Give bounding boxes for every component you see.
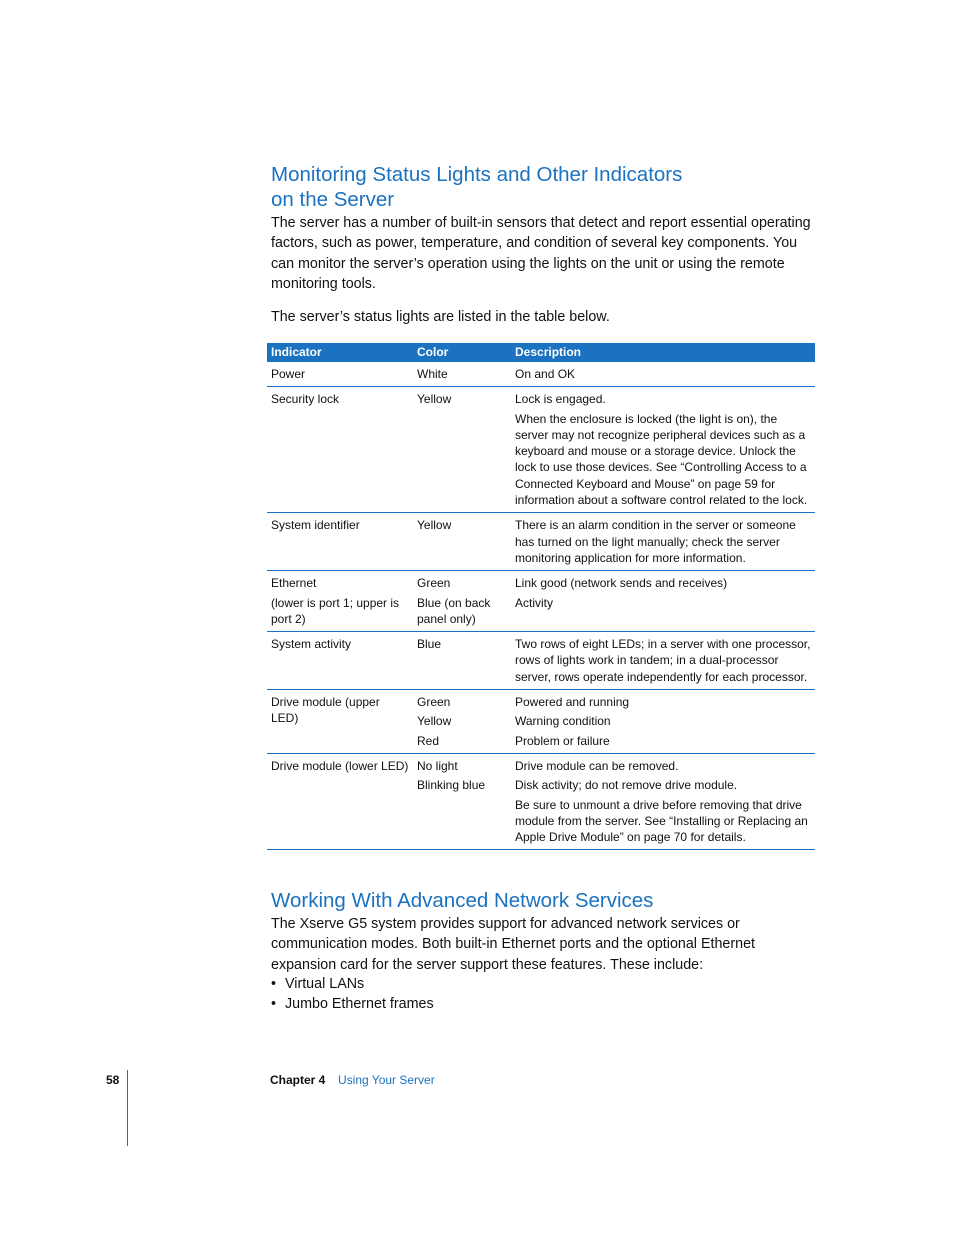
color-text: Blinking blue (417, 778, 486, 793)
description-text: Disk activity; do not remove drive module. (515, 778, 738, 793)
indicator-text: Drive module (upper LED) (271, 695, 380, 726)
table-row (267, 753, 815, 849)
cell-description (511, 362, 815, 387)
page-number: 58 (106, 1073, 120, 1087)
color-text: Blue (on back panel only) (417, 595, 491, 626)
list-item-label: Virtual LANs (285, 976, 365, 992)
description-text: Warning condition (515, 714, 611, 729)
description-text: Activity (515, 595, 554, 610)
header-indicator: Indicator (267, 343, 413, 362)
section-heading-monitoring (271, 162, 682, 212)
color-text: Green (417, 576, 451, 591)
indicator-text: Ethernet (271, 576, 317, 591)
cell-indicator (267, 690, 413, 754)
intro-paragraph: The server has a number of built-in sensors that detect and report essential operating factors, such as power, temperature, and condition of several key components. You can monitor the server’s operation using the lights on the unit or using the remote monitoring tools. (271, 215, 811, 292)
table-row (267, 513, 815, 571)
indicator-text: Security lock (271, 392, 340, 407)
header-color: Color (413, 343, 511, 362)
cell-description (511, 571, 815, 632)
status-lights-table (267, 343, 815, 850)
color-text: Green (417, 695, 451, 710)
cell-color (413, 571, 511, 632)
description-text: Problem or failure (515, 733, 610, 748)
indicator-text: Power (271, 367, 306, 381)
description-text: Be sure to unmount a drive before removing that drive module from the server. See “Installing or Replacing an Apple Drive Module” on page 70 for details. (515, 797, 808, 845)
table-row (267, 362, 815, 387)
indicator-text: System activity (271, 637, 352, 652)
color-text: No light (417, 758, 458, 773)
description-text: Link good (network sends and receives) (515, 576, 728, 591)
cell-color (413, 513, 511, 571)
cell-color (413, 362, 511, 387)
chapter-label: Chapter 4 (270, 1073, 326, 1087)
cell-description (511, 753, 815, 849)
network-paragraph: The Xserve G5 system provides support for advanced network services or communication modes. Both built-in Ethernet ports and the optional Ethernet expansion card for the server support these features. These include: (271, 916, 755, 973)
cell-description (511, 632, 815, 690)
description-text: Lock is engaged. (515, 392, 606, 407)
heading-line-2: on the Server (271, 188, 395, 211)
indicator-text: (lower is port 1; upper is port 2) (271, 595, 400, 626)
table-row (267, 690, 815, 754)
table-row (267, 387, 815, 513)
chapter-title-link[interactable]: Using Your Server (338, 1073, 435, 1087)
cell-indicator (267, 632, 413, 690)
list-item (271, 994, 434, 1014)
description-text: There is an alarm condition in the server or someone has turned on the light manually; check the server monitoring application for more information. (515, 518, 796, 565)
table-row (267, 571, 815, 632)
description-text: On and OK (515, 367, 576, 381)
table-intro-paragraph: The server’s status lights are listed in the table below. (271, 309, 610, 325)
cell-indicator (267, 513, 413, 571)
color-text: Yellow (417, 392, 452, 407)
description-text: Two rows of eight LEDs; in a server with one processor, rows of lights work in tandem; in a dual-processor server, rows operate independently for each processor. (515, 637, 811, 684)
indicator-text: Drive module (lower LED) (271, 758, 409, 773)
cell-description (511, 690, 815, 754)
cell-description (511, 513, 815, 571)
section-heading-network: Working With Advanced Network Services (271, 889, 654, 912)
cell-color (413, 387, 511, 513)
color-text: White (417, 367, 448, 381)
header-description: Description (511, 343, 815, 362)
description-text: Drive module can be removed. (515, 758, 679, 773)
color-text: Blue (417, 637, 442, 652)
table-row (267, 632, 815, 690)
color-text: Yellow (417, 518, 452, 533)
bullet-marker: • (271, 976, 277, 992)
cell-indicator (267, 571, 413, 632)
cell-description (511, 387, 815, 513)
cell-color (413, 690, 511, 754)
cell-color (413, 632, 511, 690)
bullet-marker: • (271, 996, 277, 1013)
list-item-label: Jumbo Ethernet frames (285, 996, 434, 1013)
color-text: Yellow (417, 714, 452, 729)
feature-list (271, 974, 434, 1015)
cell-color (413, 753, 511, 849)
cell-indicator (267, 362, 413, 387)
cell-indicator (267, 387, 413, 513)
cell-indicator (267, 753, 413, 849)
indicator-text: System identifier (271, 518, 360, 533)
list-item (271, 974, 434, 994)
table-header-row (267, 343, 815, 362)
color-text: Red (417, 733, 440, 748)
description-text: When the enclosure is locked (the light is on), the server may not recognize peripheral devices such as a keyboard and mouse or a storage device. Unlock the lock to use those devices. See “Controlling Access to a Connected Keyboard and Mouse” on page 59 for information about a software control related to the lock. (515, 411, 808, 508)
table-body (267, 362, 815, 850)
heading-line-1: Monitoring Status Lights and Other Indicators (271, 163, 683, 186)
footer-divider (127, 1070, 128, 1146)
description-text: Powered and running (515, 695, 630, 710)
